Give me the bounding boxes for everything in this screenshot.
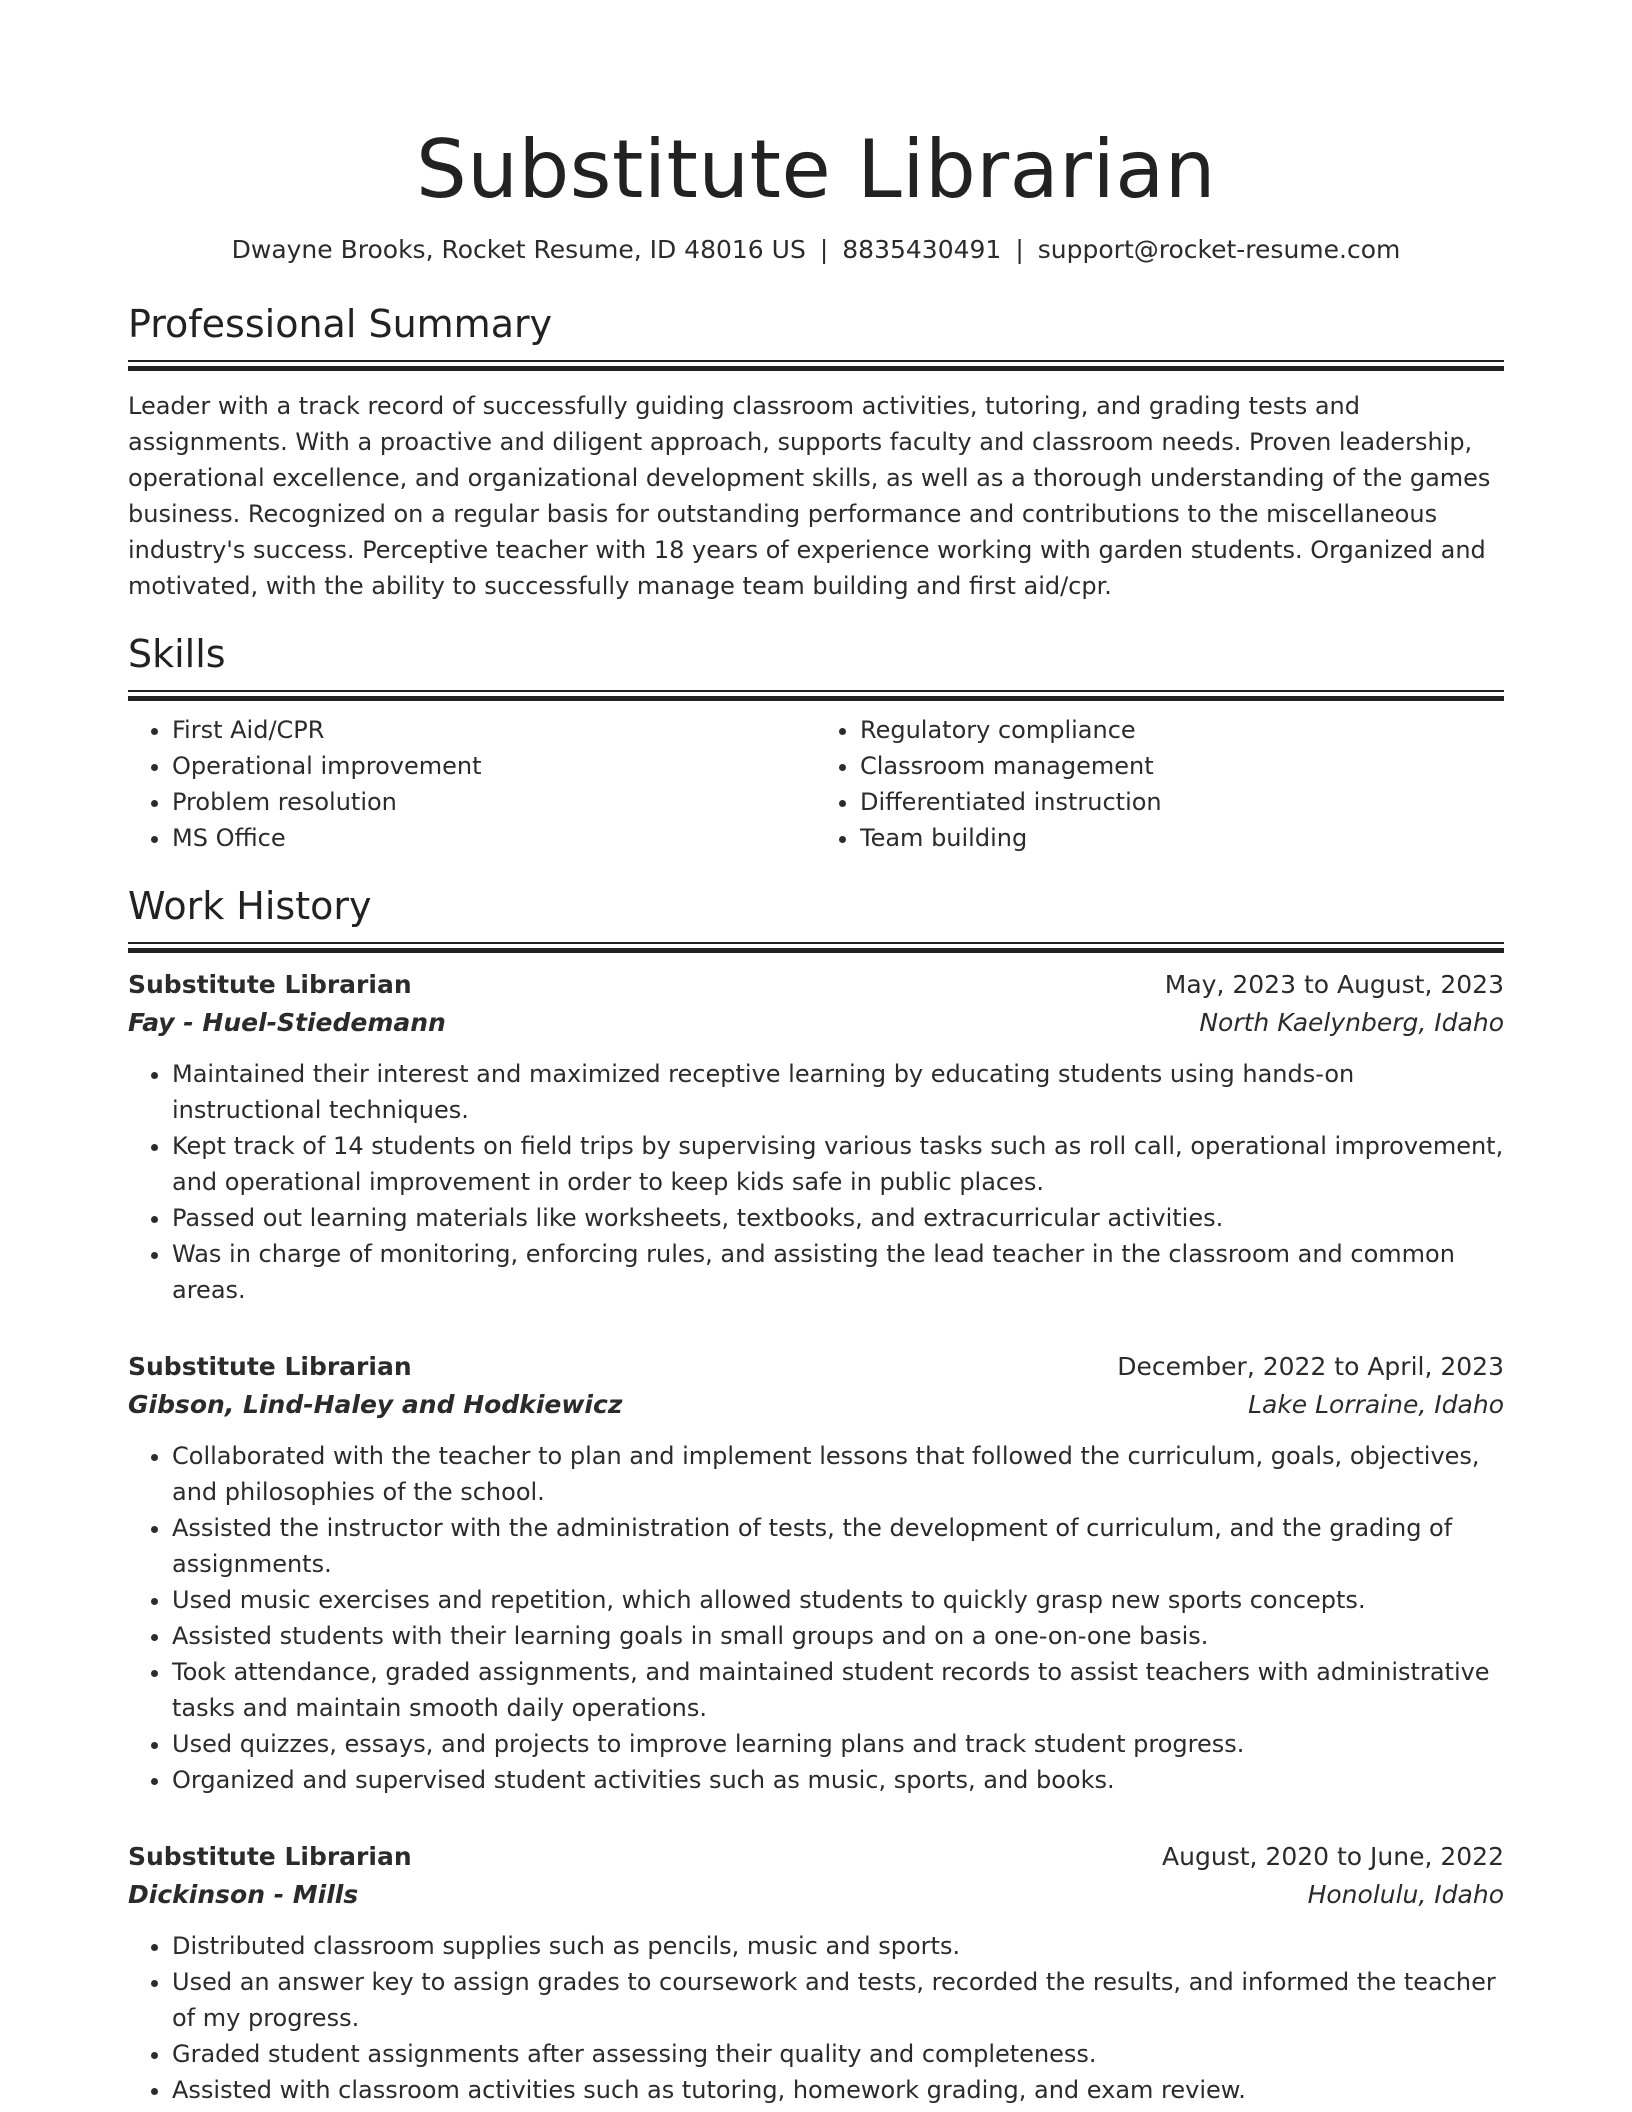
skill-item: • First Aid/CPR <box>172 712 816 748</box>
skill-item: • Differentiated instruction <box>860 784 1504 820</box>
job-bullet: • Took attendance, graded assignments, and maintained student records to assist teachers with administrative tasks and maintain smooth daily operations. <box>172 1654 1504 1726</box>
job-dates: December, 2022 to April, 2023 <box>1117 1352 1504 1381</box>
skills-column-right <box>816 712 1504 856</box>
job-bullet: • Used music exercises and repetition, which allowed students to quickly grasp new sports concepts. <box>172 1582 1504 1618</box>
skills-heading: Skills <box>128 632 226 676</box>
section-divider <box>128 360 1504 370</box>
job-bullet: • Organized and supervised student activities such as music, sports, and books. <box>172 1762 1504 1798</box>
job-title: Substitute Librarian <box>128 1842 412 1871</box>
job-location: North Kaelynberg, Idaho <box>1199 1008 1504 1037</box>
summary-heading: Professional Summary <box>128 302 553 346</box>
summary-section <box>128 300 1504 604</box>
job-company: Fay - Huel-Stiedemann <box>128 1008 446 1037</box>
resume-title: Substitute Librarian <box>416 123 1216 216</box>
job-bullet: • Assisted students with their learning goals in small groups and on a one-on-one basis. <box>172 1618 1504 1654</box>
job-location: Honolulu, Idaho <box>1307 1880 1504 1909</box>
section-divider <box>128 942 1504 952</box>
skills-column-left <box>128 712 816 856</box>
job-bullets <box>128 1056 1504 1308</box>
contact-separator: | <box>819 235 829 264</box>
contact-phone: 8835430491 <box>842 235 1002 264</box>
job-bullet: • Maintained their interest and maximized receptive learning by educating students using hands-on instructional techniques. <box>172 1056 1504 1128</box>
job-dates: August, 2020 to June, 2022 <box>1162 1842 1504 1871</box>
job-bullet: • Assisted the instructor with the administration of tests, the development of curriculum, and the grading of assignments. <box>172 1510 1504 1582</box>
job-bullets <box>128 1438 1504 1798</box>
contact-email: support@rocket-resume.com <box>1037 235 1401 264</box>
skill-item: • MS Office <box>172 820 816 856</box>
contact-line <box>128 234 1504 266</box>
job-entry <box>128 1348 1504 1798</box>
job-bullet: • Distributed classroom supplies such as pencils, music and sports. <box>172 1928 1504 1964</box>
skill-item: • Team building <box>860 820 1504 856</box>
job-bullet: • Used quizzes, essays, and projects to improve learning plans and track student progress. <box>172 1726 1504 1762</box>
contact-address: Dwayne Brooks, Rocket Resume, ID 48016 US <box>231 235 806 264</box>
job-bullet: • Graded student assignments after assessing their quality and completeness. <box>172 2036 1504 2072</box>
job-bullet: • Assisted with classroom activities such as tutoring, homework grading, and exam review. <box>172 2072 1504 2108</box>
job-entry <box>128 966 1504 1308</box>
skill-item: • Classroom management <box>860 748 1504 784</box>
job-bullet: • Collaborated with the teacher to plan and implement lessons that followed the curriculum, goals, objectives, and philosophies of the school. <box>172 1438 1504 1510</box>
work-section <box>128 882 1504 2108</box>
job-bullet: • Used an answer key to assign grades to coursework and tests, recorded the results, and informed the teacher of my progress. <box>172 1964 1504 2036</box>
job-company: Gibson, Lind-Haley and Hodkiewicz <box>128 1390 623 1419</box>
resume-page <box>128 0 1504 2108</box>
summary-text: Leader with a track record of successfully guiding classroom activities, tutoring, and grading tests and assignments. With a proactive and diligent approach, supports faculty and classroom needs. Proven leadership, operational excellence, and organizational development skills, as well as a thorough understanding of the games business. Recognized on a regular basis for outstanding performance and contributions to the miscellaneous industry's success. Perceptive teacher with 18 years of experience working with garden students. Organized and motivated, with the ability to successfully manage team building and first aid/cpr. <box>128 392 1491 600</box>
job-entry <box>128 1838 1504 2108</box>
job-title: Substitute Librarian <box>128 970 412 999</box>
section-divider <box>128 690 1504 700</box>
work-heading: Work History <box>128 884 372 928</box>
skills-list <box>128 712 1504 856</box>
job-title: Substitute Librarian <box>128 1352 412 1381</box>
skill-item: • Operational improvement <box>172 748 816 784</box>
job-location: Lake Lorraine, Idaho <box>1248 1390 1504 1419</box>
job-bullets <box>128 1928 1504 2108</box>
job-dates: May, 2023 to August, 2023 <box>1164 970 1504 999</box>
skill-item: • Problem resolution <box>172 784 816 820</box>
job-bullet: • Passed out learning materials like worksheets, textbooks, and extracurricular activities. <box>172 1200 1504 1236</box>
job-bullet: • Kept track of 14 students on field trips by supervising various tasks such as roll call, operational improvement, and operational improvement in order to keep kids safe in public places. <box>172 1128 1504 1200</box>
contact-separator: | <box>1015 235 1024 264</box>
job-company: Dickinson - Mills <box>128 1880 359 1909</box>
skill-item: • Regulatory compliance <box>860 712 1504 748</box>
job-bullet: • Was in charge of monitoring, enforcing rules, and assisting the lead teacher in the classroom and common areas. <box>172 1236 1504 1308</box>
skills-section <box>128 630 1504 856</box>
